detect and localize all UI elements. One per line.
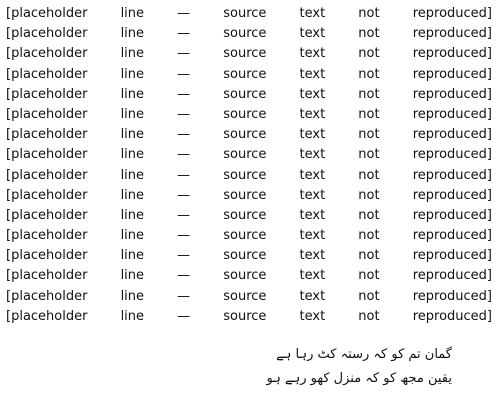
article-line-5: [placeholder line — source text not reproduced] xyxy=(6,86,492,102)
closing-verse xyxy=(0,340,498,410)
article-line-15: [placeholder line — source text not reproduced] xyxy=(6,288,492,304)
article-line-8: [placeholder line — source text not reproduced] xyxy=(6,147,492,163)
article-line-6: [placeholder line — source text not reproduced] xyxy=(6,106,492,122)
article-line-14: [placeholder line — source text not reproduced] xyxy=(6,268,492,284)
article-line-10: [placeholder line — source text not reproduced] xyxy=(6,187,492,203)
article-line-13: [placeholder line — source text not reproduced] xyxy=(6,248,492,264)
article-line-7: [placeholder line — source text not reproduced] xyxy=(6,127,492,143)
verse-line-2-first-half: یقین مجھ کو کہ منزل کھو رہے ہو xyxy=(266,371,452,386)
article-body xyxy=(6,4,492,327)
article-line-3: [placeholder line — source text not reproduced] xyxy=(6,46,492,62)
article-line-12: [placeholder line — source text not reproduced] xyxy=(6,228,492,244)
article-line-4: [placeholder line — source text not reproduced] xyxy=(6,66,492,82)
verse-line-1-first-half: گمان تم کو کہ رستہ کٹ رہا ہے xyxy=(276,347,452,362)
article-line-2: [placeholder line — source text not reproduced] xyxy=(6,26,492,42)
article-line-16: [placeholder line — source text not reproduced] xyxy=(6,308,492,324)
article-line-11: [placeholder line — source text not reproduced] xyxy=(6,207,492,223)
article-line-9: [placeholder line — source text not reproduced] xyxy=(6,167,492,183)
article-line-1: [placeholder line — source text not reproduced] xyxy=(6,6,492,21)
